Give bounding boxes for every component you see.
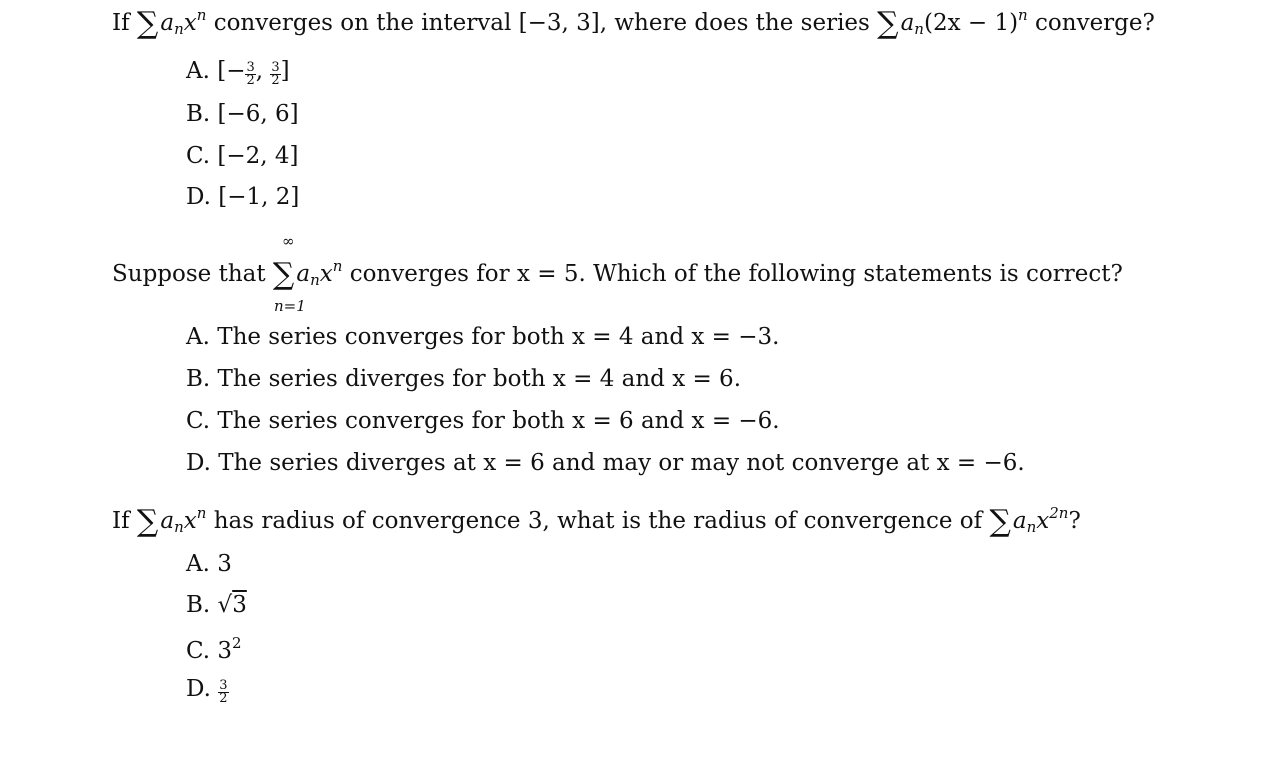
q2-option-a[interactable]: A. The series converges for both x = 4 and x = −3. <box>186 324 780 350</box>
q1-option-b[interactable]: B. [−6, 6] <box>186 101 299 127</box>
sigma-symbol: ∑ <box>136 504 159 539</box>
q2-text: converges for x = 5. Which of the following statements is correct? <box>349 261 1123 287</box>
sigma-symbol: ∑ <box>136 6 159 41</box>
question-1: If $\sum a_nx^n$ converges on the interval [−3, 3], where does the series $\sum a_n(2x - 1)^n$ converge? <box>112 6 1155 41</box>
q3-option-a[interactable]: A. 3 <box>186 551 232 577</box>
q3-prefix: If <box>112 508 130 534</box>
q3-text-mid: has radius of convergence 3, what is the radius of convergence of <box>213 508 983 534</box>
q2-option-d[interactable]: D. The series diverges at x = 6 and may or may not converge at x = −6. <box>186 450 1025 476</box>
q3-option-c[interactable]: C. $3^2$ <box>186 634 242 664</box>
q1-expr2: (2x − 1) <box>923 10 1019 36</box>
q2-option-b[interactable]: B. The series diverges for both x = 4 and x = 6. <box>186 366 742 392</box>
sigma-symbol: ∑ <box>272 257 295 292</box>
q1-text-end: converge? <box>1035 10 1155 36</box>
question-2: Suppose that $\sum a_nx^n$ converges for x = 5. Which of the following statements is correct? <box>112 257 1123 292</box>
q2-option-c[interactable]: C. The series converges for both x = 6 and x = −6. <box>186 408 780 434</box>
q3-option-b[interactable]: B. √3 <box>186 592 247 618</box>
q3-option-d[interactable]: D. $\frac{3}{2}$ <box>186 676 228 706</box>
q1-prefix: If <box>112 10 130 36</box>
q1-option-d[interactable]: D. [−1, 2] <box>186 184 300 210</box>
sum-lower-limit: n=1 <box>274 297 306 315</box>
q1-option-a[interactable]: A. [− $\frac{3}{2}$ , $\frac{3}{2}$ ] <box>186 58 290 88</box>
question-3: If $\sum a_nx^n$ has radius of convergence 3, what is the radius of convergence of $\sum a_nx^{2n}$? <box>112 504 1081 539</box>
q2-prefix: Suppose that <box>112 261 266 287</box>
sum-upper-limit: ∞ <box>282 232 295 250</box>
q1-option-c[interactable]: C. [−2, 4] <box>186 143 299 169</box>
q1-text-mid: converges on the interval [−3, 3], where does the series <box>213 10 870 36</box>
